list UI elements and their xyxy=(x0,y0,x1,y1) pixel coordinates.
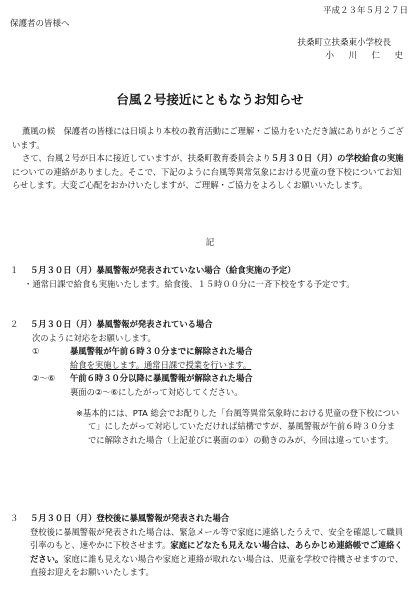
section-1 xyxy=(10,264,408,291)
section-3-text-c: 家庭に誰も見えない場合や家庭と連絡が取れない場合は、児童を学校で待機させますので、直接お迎えをお願いいたします。 xyxy=(30,553,404,578)
section-3-text-a: 登校後に暴風警報が発表された場合は、緊急メール等で家庭に連絡したうえで、安全を確認して職員引率のもと、速やかに下校させます。 xyxy=(30,526,404,551)
section-2-number: ２ xyxy=(10,319,19,329)
option-2-condition: 午前６時３０分以降に暴風警報が解除された場合 xyxy=(70,373,253,384)
option-2-action: 裏面の②〜⑥にしたがって対応してください。 xyxy=(70,386,243,397)
recipient-line: 保護者の皆様へ xyxy=(10,19,70,29)
option-1 xyxy=(10,345,408,372)
section-3-heading xyxy=(10,512,408,526)
announcement-text-a: さて、台風２号が日本に接近していますが、扶桑町教育委員会より xyxy=(21,153,271,164)
section-1-item xyxy=(10,278,408,292)
option-1-action: 給食を実施します。通常日課で授業を行います。 xyxy=(70,359,252,370)
section-3 xyxy=(10,512,408,580)
greeting-paragraph: 薫風の候 保護者の皆様には日頃より本校の教育活動にご理解・ご協力をいただき誠にありがとうございます。 xyxy=(12,126,404,150)
announcement-paragraph xyxy=(12,152,408,193)
ki-marker: 記 xyxy=(205,238,215,248)
option-2 xyxy=(10,372,408,399)
issue-date: 平成２３年５月２７日 xyxy=(322,6,408,16)
section-1-title: ５月３０日（月）暴風警報が発表されていない場合（給食実施の予定） xyxy=(30,265,296,275)
principal-name: 小 川 仁 史 xyxy=(325,51,406,61)
section-3-title: ５月３０日（月）登校後に暴風警報が発表された場合 xyxy=(30,513,230,523)
announcement-text-c: についての連絡がありました。そこで、下記のように台風等異常気象における児童の登下校についてお知らせします。大変ご心配をおかけいたしますが、ご理解・ご協力をよろしくお願いいたします。 xyxy=(12,166,402,191)
section-3-body xyxy=(10,526,408,580)
section-2-intro: 次のように対応をお願いします。 xyxy=(32,332,156,343)
bullet-mark: ・ xyxy=(24,278,33,289)
section-3-highlight: 家庭にどなたも見えない場合は、あらかじめ連絡帳でご連絡ください。 xyxy=(30,540,403,564)
section-2-note: ※基本的には、PTA 総会でお配りした「台風等異常気象時における児童の登下校について」にしたがって対応していただければ結構ですが、暴風警報が午前６時３０分までに解除された場合（上記並びに裏面の①）の動きのみが、今回は違っています。 xyxy=(76,407,400,445)
section-3-number: ３ xyxy=(10,513,19,523)
document-title: 台風２号接近にともなうお知らせ xyxy=(116,92,304,107)
greeting-body xyxy=(12,125,408,193)
section-2-title: ５月３０日（月）暴風警報が発表されている場合 xyxy=(30,319,213,329)
option-1-condition: 暴風警報が午前６時３０分までに解除された場合 xyxy=(70,346,253,357)
option-2-mark: ②〜⑥ xyxy=(32,373,56,384)
section-2-heading xyxy=(10,318,408,332)
announcement-highlight: ５月３０日（月）の学校給食の実施 xyxy=(270,153,404,164)
section-1-number: １ xyxy=(10,265,19,275)
option-1-mark: ① xyxy=(32,346,40,357)
section-1-heading xyxy=(10,264,408,278)
section-1-text: 通常日課で給食も実施いたします。給食後、１５時００分に一斉下校をする予定です。 xyxy=(32,278,355,289)
school-name: 扶桑町立扶桑東小学校長 xyxy=(297,38,391,48)
sender-block xyxy=(297,37,406,63)
section-2 xyxy=(10,318,408,447)
